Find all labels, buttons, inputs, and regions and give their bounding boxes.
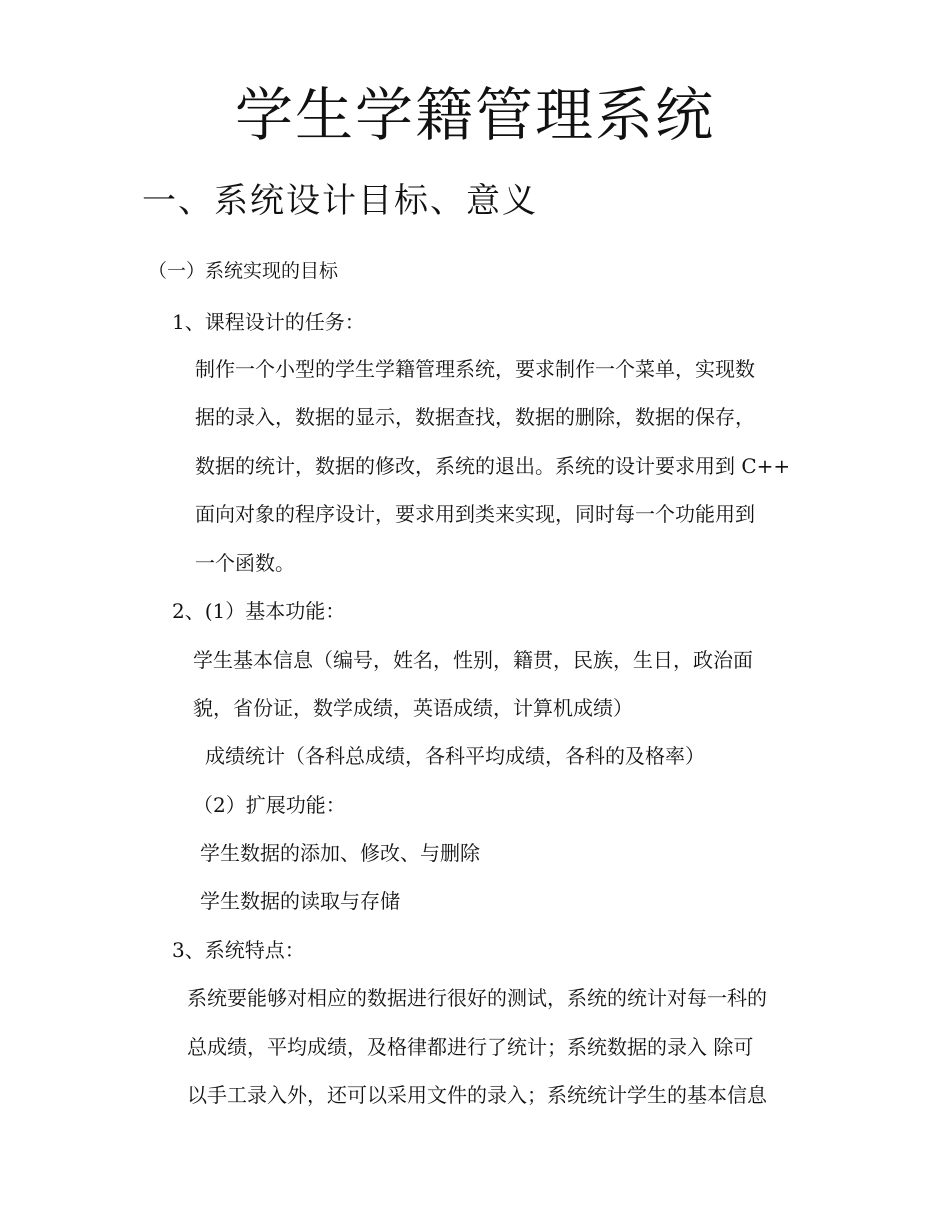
item1-line-2: 据的录入，数据的显示，数据查找，数据的删除，数据的保存， xyxy=(195,405,755,429)
item2-ext-item-1: 学生数据的添加、修改、与删除 xyxy=(200,841,480,865)
item3-line-3: 以手工录入外，还可以采用文件的录入；系统统计学生的基本信息 xyxy=(187,1083,767,1107)
item1-line-3: 数据的统计，数据的修改，系统的退出。系统的设计要求用到 C++ xyxy=(195,454,791,478)
item2-heading: 2、(1）基本功能： xyxy=(172,599,346,623)
item2-line-1: 学生基本信息（编号，姓名，性别，籍贯，民族，生日，政治面 xyxy=(193,648,753,672)
item1-line-4: 面向对象的程序设计，要求用到类来实现，同时每一个功能用到 xyxy=(195,502,755,526)
item3-line-2: 总成绩，平均成绩，及格律都进行了统计；系统数据的录入 除可 xyxy=(187,1035,754,1059)
section-heading: 一、系统设计目标、意义 xyxy=(142,181,538,221)
item1-line-5: 一个函数。 xyxy=(195,551,295,575)
item2-ext-item-2: 学生数据的读取与存储 xyxy=(200,889,400,913)
item2-line-2: 貌，省份证，数学成绩，英语成绩，计算机成绩） xyxy=(193,696,633,720)
item3-heading: 3、系统特点： xyxy=(172,938,305,962)
item2-ext-heading: （2）扩展功能： xyxy=(193,793,346,817)
subsection-heading: （一）系统实现的目标 xyxy=(148,260,339,282)
item3-line-1: 系统要能够对相应的数据进行很好的测试，系统的统计对每一科的 xyxy=(187,986,767,1010)
document-title: 学生学籍管理系统 xyxy=(234,81,715,149)
item2-stats: 成绩统计（各科总成绩，各科平均成绩，各科的及格率） xyxy=(205,744,705,768)
item1-line-1: 制作一个小型的学生学籍管理系统，要求制作一个菜单，实现数 xyxy=(195,357,755,381)
item1-heading: 1、课程设计的任务： xyxy=(172,310,365,334)
